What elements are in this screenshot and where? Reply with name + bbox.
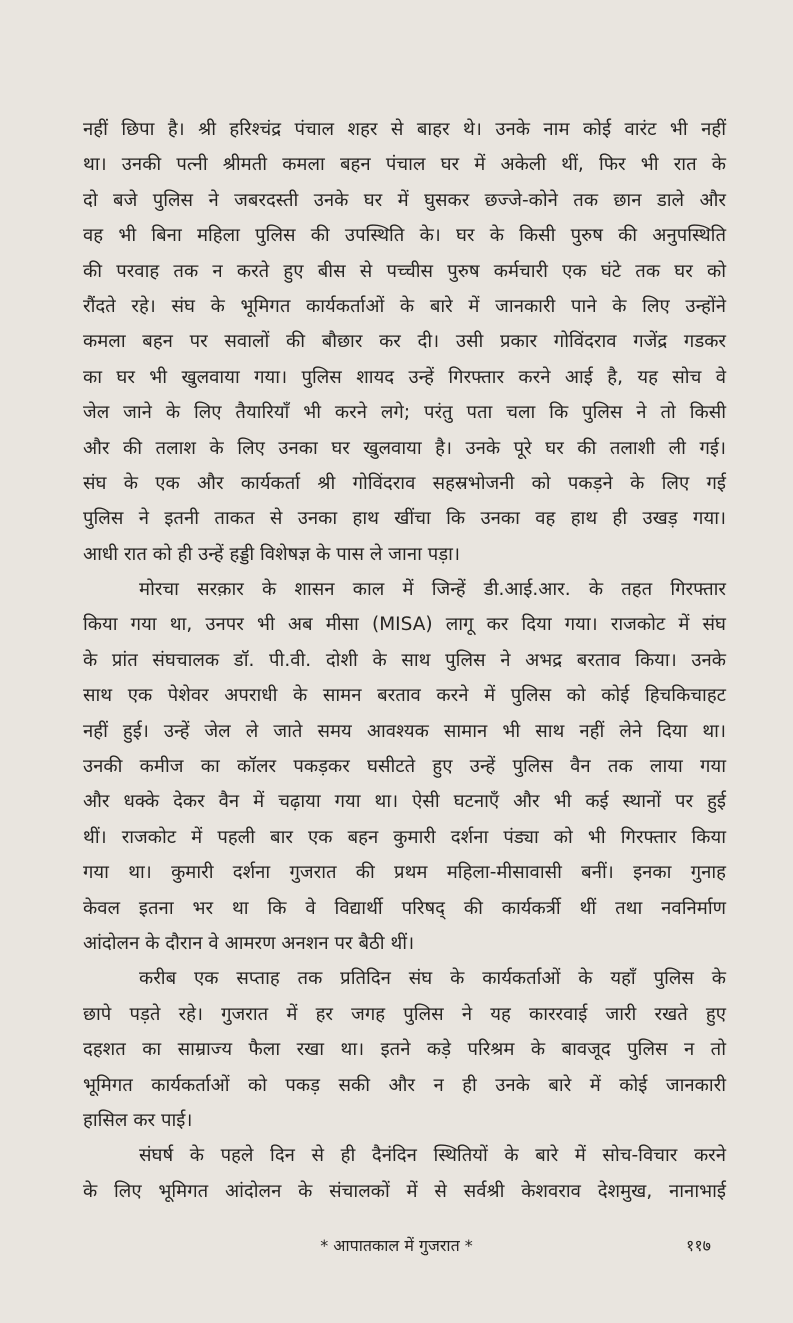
text-line: किया गया था, उनपर भी अब मीसा (MISA) लागू कर दिया गया। राजकोट में संघ bbox=[83, 614, 726, 636]
text-line: और धक्के देकर वैन में चढ़ाया गया था। ऐसी घटनाएँ और भी कई स्थानों पर हुई bbox=[83, 791, 726, 813]
text-line: भूमिगत कार्यकर्ताओं को पकड़ सकी और न ही उनके बारे में कोई जानकारी bbox=[83, 1074, 726, 1096]
text-line: कमला बहन पर सवालों की बौछार कर दी। उसी प्रकार गोविंदराव गजेंद्र गडकर bbox=[83, 331, 726, 353]
text-line: करीब एक सप्ताह तक प्रतिदिन संघ के कार्यकर्ताओं के यहाँ पुलिस के bbox=[139, 968, 726, 990]
text-line: के प्रांत संघचालक डॉ. पी.वी. दोशी के साथ पुलिस ने अभद्र बरताव किया। उनके bbox=[83, 649, 726, 671]
text-line: रौंदते रहे। संघ के भूमिगत कार्यकर्ताओं के बारे में जानकारी पाने के लिए उन्होंने bbox=[83, 295, 726, 317]
text-line: नहीं छिपा है। श्री हरिश्चंद्र पंचाल शहर से बाहर थे। उनके नाम कोई वारंट भी नहीं bbox=[83, 119, 726, 140]
running-title: * आपातकाल में गुजरात * bbox=[320, 1236, 473, 1255]
text-line: हासिल कर पाई। bbox=[83, 1109, 193, 1131]
text-line: था। उनकी पत्नी श्रीमती कमला बहन पंचाल घर में अकेली थीं, फिर भी रात के bbox=[83, 154, 726, 176]
text-line: दहशत का साम्राज्य फैला रखा था। इतने कड़े परिश्रम के बावजूद पुलिस न तो bbox=[83, 1039, 726, 1061]
text-line: छापे पड़ते रहे। गुजरात में हर जगह पुलिस ने यह काररवाई जारी रखते हुए bbox=[83, 1003, 726, 1025]
text-line: संघ के एक और कार्यकर्ता श्री गोविंदराव सहस्रभोजनी को पकड़ने के लिए गई bbox=[83, 472, 726, 494]
text-line: के लिए भूमिगत आंदोलन के संचालकों में से सर्वश्री केशवराव देशमुख, नानाभाई bbox=[83, 1180, 726, 1202]
text-line: आंदोलन के दौरान वे आमरण अनशन पर बैठी थीं। bbox=[83, 932, 415, 954]
text-line: मोरचा सरक़ार के शासन काल में जिन्हें डी.आई.आर. के तहत गिरफ्तार bbox=[139, 579, 726, 601]
text-line: थीं। राजकोट में पहली बार एक बहन कुमारी दर्शना पंड्या को भी गिरफ्तार किया bbox=[83, 826, 726, 848]
text-line: वह भी बिना महिला पुलिस की उपस्थिति के। घर के किसी पुरुष की अनुपस्थिति bbox=[83, 225, 726, 247]
page-footer bbox=[0, 1234, 793, 1264]
book-page-body bbox=[83, 112, 726, 1209]
text-line: पुलिस ने इतनी ताकत से उनका हाथ खींचा कि उनका वह हाथ ही उखड़ गया। bbox=[83, 508, 726, 530]
text-line: साथ एक पेशेवर अपराधी के सामन बरताव करने में पुलिस को कोई हिचकिचाहट bbox=[83, 685, 726, 707]
text-line: की परवाह तक न करते हुए बीस से पच्चीस पुरुष कर्मचारी एक घंटे तक घर को bbox=[83, 260, 726, 282]
text-line: का घर भी खुलवाया गया। पुलिस शायद उन्हें गिरफ्तार करने आई है, यह सोच वे bbox=[83, 366, 726, 388]
text-line: नहीं हुई। उन्हें जेल ले जाते समय आवश्यक सामान भी साथ नहीं लेने दिया था। bbox=[83, 720, 726, 742]
text-line: आधी रात को ही उन्हें हड्डी विशेषज्ञ के पास ले जाना पड़ा। bbox=[83, 543, 460, 565]
text-line: और की तलाश के लिए उनका घर खुलवाया है। उनके पूरे घर की तलाशी ली गई। bbox=[83, 437, 726, 459]
text-line: गया था। कुमारी दर्शना गुजरात की प्रथम महिला-मीसावासी बनीं। इनका गुनाह bbox=[83, 862, 726, 884]
text-line: संघर्ष के पहले दिन से ही दैनंदिन स्थितियों के बारे में सोच-विचार करने bbox=[139, 1145, 726, 1167]
text-line: उनकी कमीज का कॉलर पकड़कर घसीटते हुए उन्हें पुलिस वैन तक लाया गया bbox=[83, 756, 726, 778]
text-line: केवल इतना भर था कि वे विद्यार्थी परिषद् की कार्यकर्त्री थीं तथा नवनिर्माण bbox=[83, 897, 726, 919]
page-number: ११७ bbox=[686, 1236, 711, 1255]
text-line: जेल जाने के लिए तैयारियाँ भी करने लगे; परंतु पता चला कि पुलिस ने तो किसी bbox=[83, 402, 726, 424]
text-line: दो बजे पुलिस ने जबरदस्ती उनके घर में घुसकर छज्जे-कोने तक छान डाले और bbox=[83, 189, 726, 211]
